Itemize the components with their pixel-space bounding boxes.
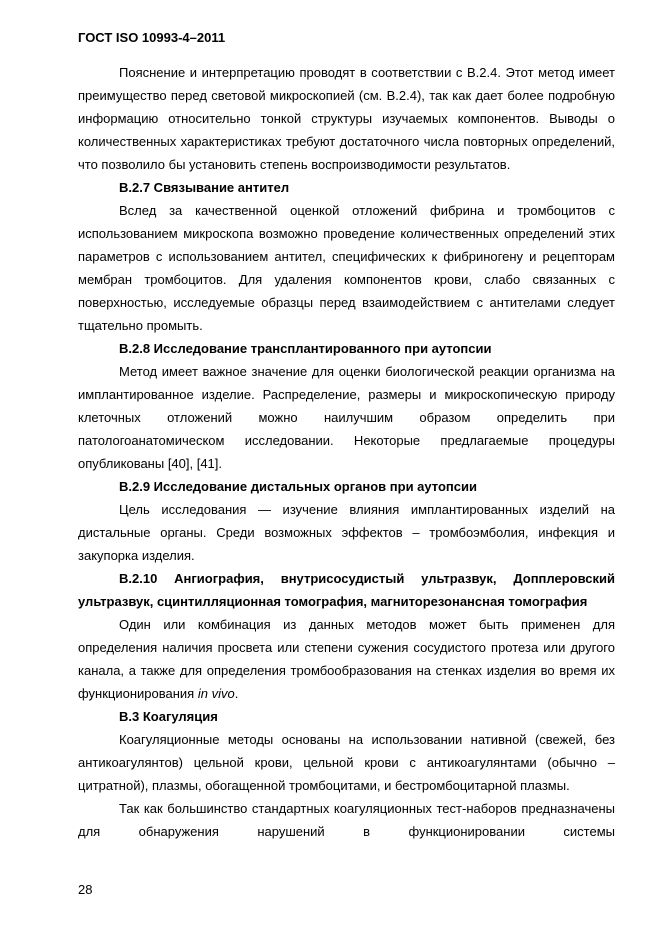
body-paragraph: Цель исследования — изучение влияния имплантированных изделий на дистальные органы. Среди возможных эффектов – тромбоэмболия, инфекция и закупорка изделия. [78, 502, 615, 563]
body-paragraph: Коагуляционные методы основаны на использовании нативной (свежей, без антикоагулянтов) цельной крови, цельной крови с антикоагулянтами (обычно – цитратной), плазмы, обогащенной тромбоцитами, и бестромбоцитарной плазмы. [78, 732, 615, 793]
body-paragraph: Пояснение и интерпретацию проводят в соответствии с В.2.4. Этот метод имеет преимущество перед световой микроскопией (см. В.2.4), так как дает более подробную информацию относительно тонкой структуры изучаемых компонентов. Выводы о количественных характеристиках требуют достаточного числа повторных определений, что позволило бы установить степень воспроизводимости результатов. [78, 65, 615, 172]
body-paragraph: Один или комбинация из данных методов может быть применен для определения наличия просвета или степени сужения сосудистого протеза или другого канала, а также для определения тромбообразования на стенках изделия во время их функционирования in vivo. [78, 617, 615, 701]
section-heading: В.2.7 Связывание антител [119, 180, 290, 195]
body-paragraph: Вслед за качественной оценкой отложений фибрина и тромбоцитов с использованием микроскопа возможно проведение количественных определений этих параметров с использованием антител, специфических к фибриногену и рецепторам мембран тромбоцитов. Для удаления компонентов крови, слабо связанных с поверхностью, исследуемые образцы перед взаимодействием с антителами следует тщательно промыть. [78, 203, 615, 333]
body-paragraph: Так как большинство стандартных коагуляционных тест-наборов предназначены для обнаружения нарушений в функционировании системы [78, 801, 615, 839]
section-heading: В.2.8 Исследование трансплантированного при аутопсии [119, 341, 492, 356]
body-paragraph: Метод имеет важное значение для оценки биологической реакции организма на имплантированное изделие. Распределение, размеры и микроскопическую природу клеточных отложений можно наилучшим образом определить при патологоанатомическом исследовании. Некоторые предлагаемые процедуры опубликованы [40], [41]. [78, 364, 615, 471]
section-heading: В.2.9 Исследование дистальных органов при аутопсии [119, 479, 477, 494]
document-header: ГОСТ ISO 10993-4–2011 [78, 30, 226, 45]
section-heading: В.2.10 Ангиография, внутрисосудистый ультразвук, Допплеровский ультразвук, сцинтилляционная томография, магниторезонансная томография [78, 571, 615, 609]
page-body [78, 61, 615, 843]
page-number: 28 [78, 882, 93, 897]
section-heading: В.3 Коагуляция [119, 709, 218, 724]
